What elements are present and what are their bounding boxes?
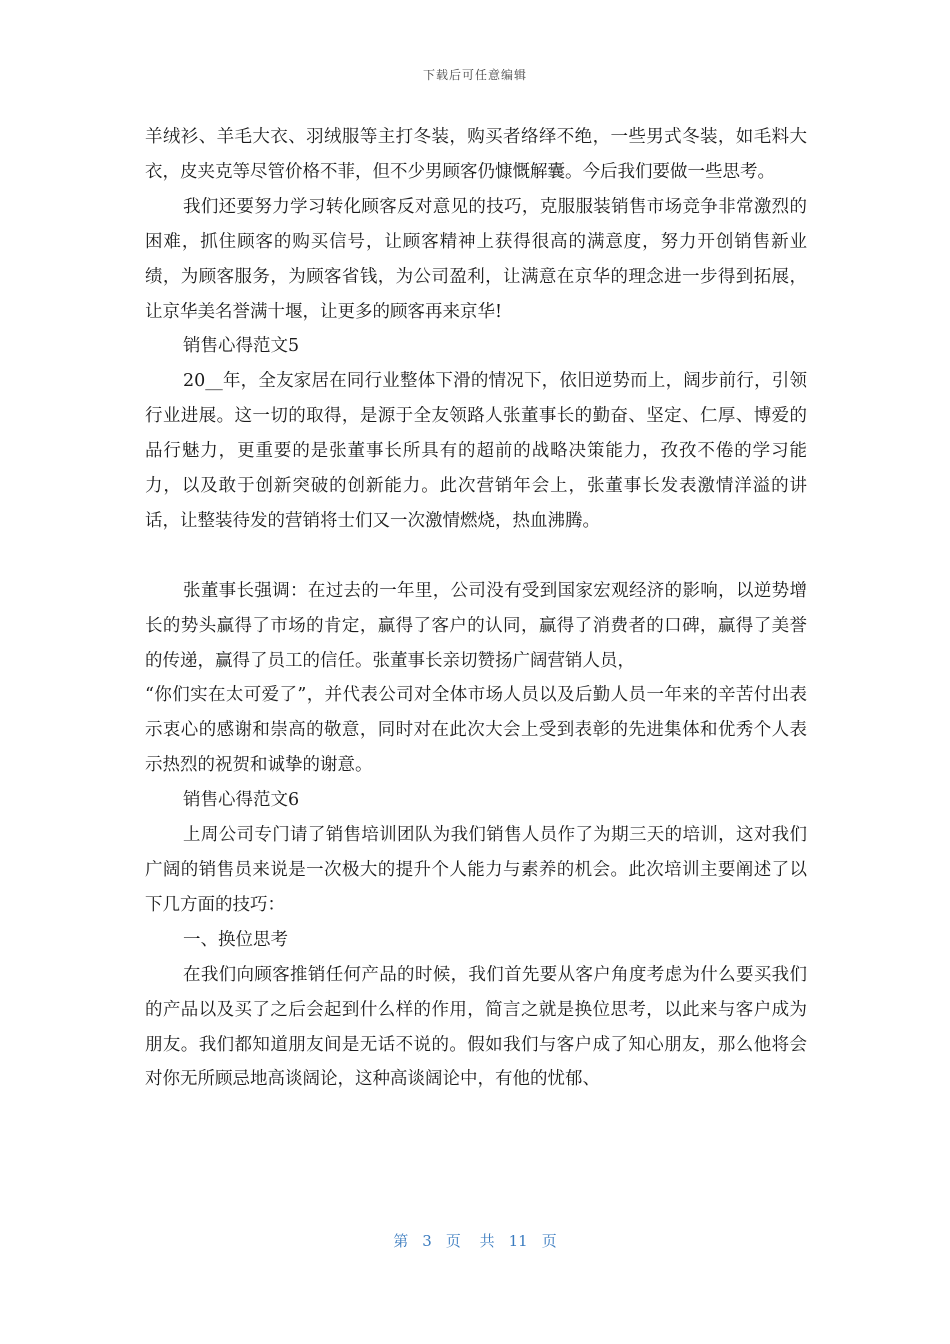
page-footer bbox=[0, 1230, 950, 1251]
footer-label-of: 页 共 bbox=[445, 1232, 495, 1250]
paragraph-6: 在我们向顾客推销任何产品的时候，我们首先要从客户角度考虑为什么要买我们的产品以及买了之后会起到什么样的作用，简言之就是换位思考，以此来与客户成为朋友。我们都知道朋友间是无话不说的。假如我们与客户成了知心朋友，那么他将会对你无所顾忌地高谈阔论，这种高谈阔论中，有他的忧郁、 bbox=[145, 964, 807, 1090]
paragraph-1: 羊绒衫、羊毛大衣、羽绒服等主打冬装，购买者络绎不绝，一些男式冬装，如毛料大衣，皮夹克等尽管价格不菲，但不少男顾客仍慷慨解囊。今后我们要做一些思考。 bbox=[145, 127, 807, 182]
paragraph-3: 20__年，全友家居在同行业整体下滑的情况下，依旧逆势而上，阔步前行，引领行业进展。这一切的取得，是源于全友领路人张董事长的勤奋、坚定、仁厚、博爱的品行魅力，更重要的是张董事长所具有的超前的战略决策能力，孜孜不倦的学习能力，以及敢于创新突破的创新能力。此次营销年会上，张董事长发表激情洋溢的讲话，让整装待发的营销将士们又一次激情燃烧，热血沸腾。 bbox=[145, 371, 807, 531]
section-heading-6: 销售心得范文6 bbox=[183, 790, 300, 811]
blank-line bbox=[145, 539, 807, 574]
document-body bbox=[145, 120, 807, 1097]
footer-label-page: 第 bbox=[393, 1232, 409, 1250]
paragraph-5: 上周公司专门请了销售培训团队为我们销售人员作了为期三天的培训，这对我们广阔的销售员来说是一次极大的提升个人能力与素养的机会。此次培训主要阐述了以下几方面的技巧： bbox=[145, 825, 807, 915]
paragraph-4: 张董事长强调：在过去的一年里，公司没有受到国家宏观经济的影响，以逆势增长的势头赢得了市场的肯定，赢得了客户的认同，赢得了消费者的口碑，赢得了美誉的传递，赢得了员工的信任。张董事长亲切赞扬广阔营销人员， bbox=[145, 580, 807, 671]
paragraph-2: 我们还要努力学习转化顾客反对意见的技巧，克服服装销售市场竞争非常激烈的困难，抓住顾客的购买信号，让顾客精神上获得很高的满意度，努力开创销售新业绩，为顾客服务，为顾客省钱，为公司盈利，让满意在京华的理念进一步得到拓展，让京华美名誉满十堰，让更多的顾客再来京华! bbox=[145, 196, 807, 322]
footer-label-end: 页 bbox=[541, 1232, 557, 1250]
footer-total-pages: 11 bbox=[508, 1232, 528, 1250]
footer-current-page: 3 bbox=[422, 1232, 432, 1250]
paragraph-4-continued: “你们实在太可爱了”，并代表公司对全体市场人员以及后勤人员一年来的辛苦付出表示衷心的感谢和崇高的敬意，同时对在此次大会上受到表彰的先进集体和优秀个人表示热烈的祝贺和诚挚的谢意。 bbox=[145, 685, 807, 776]
page-header: 下载后可任意编辑 bbox=[422, 68, 527, 82]
section-heading-5: 销售心得范文5 bbox=[183, 336, 300, 357]
subheading-perspective: 一、换位思考 bbox=[183, 929, 288, 950]
